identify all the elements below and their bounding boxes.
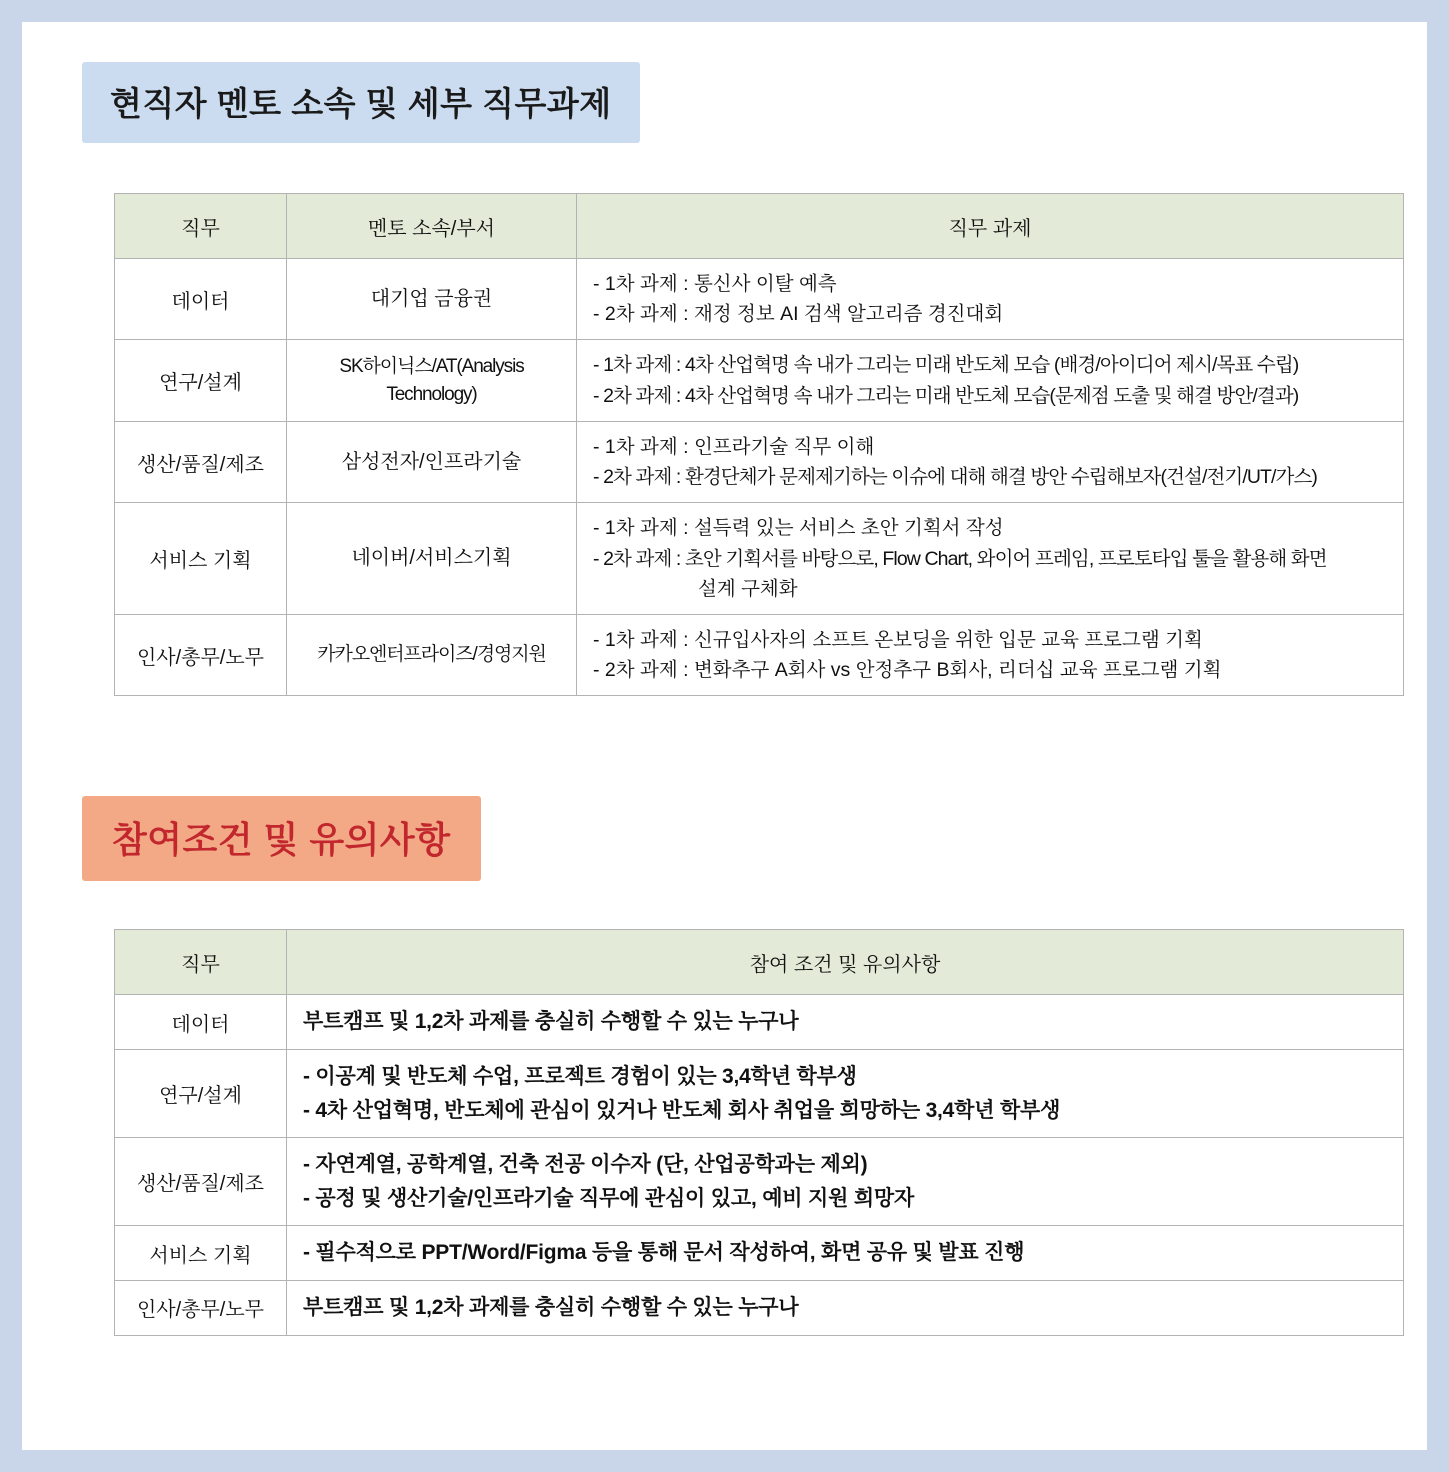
table-row <box>115 421 1404 502</box>
cell-dept <box>287 340 577 421</box>
table-row <box>115 1138 1404 1226</box>
task-line: - 1차 과제 : 통신사 이탈 예측 <box>593 273 837 295</box>
cell-conditions <box>287 1050 1404 1138</box>
cell-job: 인사/총무/노무 <box>115 1280 287 1335</box>
table-header-row <box>115 194 1404 259</box>
condition-line: - 공정 및 생산기술/인프라기술 직무에 관심이 있고, 예비 지원 희망자 <box>303 1186 915 1210</box>
cell-tasks <box>577 259 1404 340</box>
condition-line: - 자연계열, 공학계열, 건축 전공 이수자 (단, 산업공학과는 제외) <box>303 1153 868 1177</box>
condition-line: - 이공계 및 반도체 수업, 프로젝트 경험이 있는 3,4학년 학부생 <box>303 1065 857 1088</box>
cell-job: 연구/설계 <box>115 1050 287 1138</box>
column-header-job: 직무 <box>115 930 287 995</box>
condition-line: 부트캠프 및 1,2차 과제를 충실히 수행할 수 있는 누구나 <box>303 1295 799 1319</box>
task-line: - 2차 과제 : 환경단체가 문제제기하는 이슈에 대해 해결 방안 수립해보자(건설/전기/UT/가스) <box>593 466 1318 489</box>
cell-job: 서비스 기획 <box>115 503 287 615</box>
cell-tasks <box>577 340 1404 421</box>
task-line: - 1차 과제 : 신규입사자의 소프트 온보딩을 위한 입문 교육 프로그램 기획 <box>593 628 1203 651</box>
document-page <box>22 22 1427 1450</box>
table-row <box>115 1280 1404 1335</box>
mentor-tasks-table <box>114 193 1404 696</box>
cell-job: 인사/총무/노무 <box>115 614 287 695</box>
table-row <box>115 503 1404 615</box>
section-heading-participation: 참여조건 및 유의사항 <box>82 796 481 881</box>
column-header-job: 직무 <box>115 194 287 259</box>
document-content <box>22 22 1427 1336</box>
table-row <box>115 614 1404 695</box>
cell-conditions <box>287 1280 1404 1335</box>
task-line: 설계 구체화 <box>698 577 798 600</box>
cell-dept: 네이버/서비스기획 <box>287 503 577 615</box>
cell-job: 데이터 <box>115 259 287 340</box>
column-header-dept: 멘토 소속/부서 <box>287 194 577 259</box>
cell-job: 생산/품질/제조 <box>115 1138 287 1226</box>
cell-job: 데이터 <box>115 995 287 1050</box>
task-line: - 1차 과제 : 인프라기술 직무 이해 <box>593 435 875 458</box>
task-line: - 1차 과제 : 4차 산업혁명 속 내가 그리는 미래 반도체 모습 (배경/아이디어 제시/목표 수립) <box>593 354 1299 377</box>
cell-dept: 대기업 금융권 <box>287 259 577 340</box>
cell-job: 연구/설계 <box>115 340 287 421</box>
task-line: - 2차 과제 : 변화추구 A회사 vs 안정추구 B회사, 리더십 교육 프로그램 기획 <box>593 659 1222 682</box>
column-header-task: 직무 과제 <box>577 194 1404 259</box>
task-line: - 2차 과제 : 초안 기획서를 바탕으로, Flow Chart, 와이어 프레임, 프로토타입 툴을 활용해 화면 <box>593 547 1327 570</box>
task-line: - 1차 과제 : 설득력 있는 서비스 초안 기획서 작성 <box>593 517 1004 540</box>
cell-job: 서비스 기획 <box>115 1226 287 1281</box>
cell-dept: 카카오엔터프라이즈/경영지원 <box>287 614 577 695</box>
column-header-conditions: 참여 조건 및 유의사항 <box>287 930 1404 995</box>
cell-conditions <box>287 1138 1404 1226</box>
condition-line: - 4차 산업혁명, 반도체에 관심이 있거나 반도체 회사 취업을 희망하는 3,4학년 학부생 <box>303 1098 1061 1122</box>
cell-dept: 삼성전자/인프라기술 <box>287 421 577 502</box>
condition-line: - 필수적으로 PPT/Word/Figma 등을 통해 문서 작성하여, 화면 공유 및 발표 진행 <box>303 1241 1025 1265</box>
cell-tasks <box>577 421 1404 502</box>
task-line: - 2차 과제 : 4차 산업혁명 속 내가 그리는 미래 반도체 모습(문제점 도출 및 해결 방안/결과) <box>593 384 1299 407</box>
table-row <box>115 1050 1404 1138</box>
table-row <box>115 259 1404 340</box>
dept-line: SK하이닉스/AT(Analysis <box>339 356 524 378</box>
cell-conditions <box>287 1226 1404 1281</box>
cell-job: 생산/품질/제조 <box>115 421 287 502</box>
section-heading-mentor-tasks: 현직자 멘토 소속 및 세부 직무과제 <box>82 62 640 143</box>
cell-tasks <box>577 614 1404 695</box>
table-row <box>115 340 1404 421</box>
table-row <box>115 1226 1404 1281</box>
cell-conditions <box>287 995 1404 1050</box>
table-row <box>115 995 1404 1050</box>
table-header-row <box>115 930 1404 995</box>
condition-line: 부트캠프 및 1,2차 과제를 충실히 수행할 수 있는 누구나 <box>303 1010 799 1034</box>
task-line: - 2차 과제 : 재정 정보 AI 검색 알고리즘 경진대회 <box>593 303 1004 326</box>
participation-conditions-table <box>114 929 1404 1335</box>
cell-tasks <box>577 503 1404 615</box>
dept-line: Technology) <box>386 383 477 405</box>
